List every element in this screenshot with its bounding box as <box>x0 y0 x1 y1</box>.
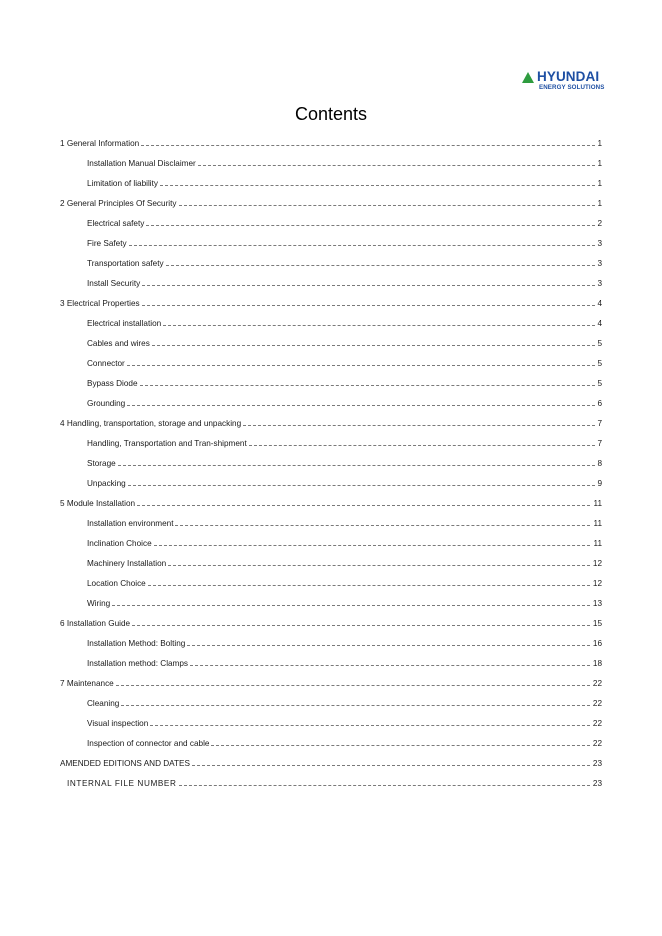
toc-entry-label: Wiring <box>87 599 111 608</box>
toc-entry-page-number: 22 <box>592 679 602 688</box>
toc-dot-leader <box>142 305 596 306</box>
toc-entry-label: Electrical safety <box>87 219 145 228</box>
toc-entry[interactable] <box>60 234 602 254</box>
logo-subtitle: ENERGY SOLUTIONS <box>539 84 605 91</box>
toc-entry[interactable] <box>60 394 602 414</box>
toc-entry[interactable] <box>60 534 602 554</box>
toc-entry-label: Grounding <box>87 399 126 408</box>
toc-dot-leader <box>150 725 590 726</box>
toc-entry-label: Installation Method: Bolting <box>87 639 186 648</box>
toc-dot-leader <box>175 525 590 526</box>
toc-entry-label: Install Security <box>87 279 141 288</box>
toc-entry[interactable] <box>60 714 602 734</box>
toc-entry-label: 2 General Principles Of Security <box>60 199 177 208</box>
toc-entry-page-number: 2 <box>597 219 602 228</box>
toc-entry[interactable] <box>60 554 602 574</box>
toc-entry-page-number: 4 <box>597 319 602 328</box>
toc-entry-page-number: 11 <box>593 539 602 548</box>
toc-entry-label: Handling, Transportation and Tran-shipment <box>87 439 247 448</box>
toc-entry-label: Installation Manual Disclaimer <box>87 159 196 168</box>
toc-entry-label: AMENDED EDITIONS AND DATES <box>60 759 190 768</box>
toc-entry-page-number: 9 <box>597 479 602 488</box>
toc-entry[interactable] <box>60 514 602 534</box>
toc-dot-leader <box>166 265 596 266</box>
hyundai-logo <box>522 70 612 94</box>
toc-entry[interactable] <box>60 274 602 294</box>
toc-entry-label: 1 General Information <box>60 139 140 148</box>
toc-entry[interactable] <box>60 174 602 194</box>
toc-entry-page-number: 22 <box>592 699 602 708</box>
toc-entry-label: Machinery Installation <box>87 559 167 568</box>
toc-entry-page-number: 12 <box>592 559 602 568</box>
toc-entry-page-number: 23 <box>592 759 602 768</box>
toc-entry-page-number: 1 <box>597 179 602 188</box>
toc-dot-leader <box>129 245 596 246</box>
toc-dot-leader <box>141 145 595 146</box>
toc-dot-leader <box>163 325 595 326</box>
toc-entry-page-number: 22 <box>592 739 602 748</box>
page-title: Contents <box>294 104 368 124</box>
toc-entry-label: Storage <box>87 459 116 468</box>
toc-entry[interactable] <box>60 314 602 334</box>
toc-entry[interactable] <box>60 374 602 394</box>
toc-dot-leader <box>168 565 590 566</box>
toc-entry-page-number: 7 <box>597 439 602 448</box>
toc-entry-page-number: 4 <box>597 299 602 308</box>
toc-entry-label: Transportation safety <box>87 259 164 268</box>
toc-entry-label: Inspection of connector and cable <box>87 739 210 748</box>
toc-entry[interactable] <box>60 774 602 794</box>
toc-entry-page-number: 1 <box>597 159 602 168</box>
toc-entry-page-number: 11 <box>593 519 602 528</box>
toc-entry[interactable] <box>60 574 602 594</box>
toc-entry-page-number: 1 <box>597 139 602 148</box>
toc-entry[interactable] <box>60 654 602 674</box>
toc-entry-label: Electrical installation <box>87 319 162 328</box>
toc-entry[interactable] <box>60 694 602 714</box>
toc-dot-leader <box>146 225 595 226</box>
toc-entry-page-number: 5 <box>597 359 602 368</box>
toc-entry-label: Installation method: Clamps <box>87 659 189 668</box>
toc-entry-label: 4 Handling, transportation, storage and unpacking <box>60 419 242 428</box>
toc-entry[interactable] <box>60 294 602 314</box>
toc-entry-page-number: 3 <box>597 279 602 288</box>
toc-dot-leader <box>160 185 595 186</box>
toc-entry-label: Connector <box>87 359 125 368</box>
toc-dot-leader <box>118 465 596 466</box>
toc-entry[interactable] <box>60 334 602 354</box>
toc-dot-leader <box>116 685 590 686</box>
toc-dot-leader <box>192 765 590 766</box>
toc-entry-page-number: 18 <box>592 659 602 668</box>
toc-entry[interactable] <box>60 674 602 694</box>
toc-dot-leader <box>142 285 595 286</box>
toc-dot-leader <box>127 405 595 406</box>
logo-triangle-icon <box>522 72 534 83</box>
toc-dot-leader <box>140 385 596 386</box>
toc-entry[interactable] <box>60 134 602 154</box>
toc-entry-page-number: 23 <box>592 779 602 788</box>
toc-dot-leader <box>198 165 596 166</box>
toc-entry[interactable] <box>60 754 602 774</box>
toc-dot-leader <box>152 345 596 346</box>
toc-dot-leader <box>127 365 596 366</box>
toc-entry-label: 3 Electrical Properties <box>60 299 140 308</box>
toc-entry-label: 6 Installation Guide <box>60 619 131 628</box>
toc-entry-label: Inclination Choice <box>87 539 152 548</box>
toc-entry[interactable] <box>60 474 602 494</box>
toc-dot-leader <box>121 705 590 706</box>
toc-entry-page-number: 1 <box>597 199 602 208</box>
toc-entry-page-number: 8 <box>597 459 602 468</box>
toc-entry[interactable] <box>60 414 602 434</box>
toc-entry-label: Installation environment <box>87 519 174 528</box>
toc-entry-label: 5 Module Installation <box>60 499 136 508</box>
toc-entry[interactable] <box>60 594 602 614</box>
toc-entry[interactable] <box>60 634 602 654</box>
toc-entry-label: Location Choice <box>87 579 146 588</box>
toc-dot-leader <box>148 585 590 586</box>
toc-entry[interactable] <box>60 194 602 214</box>
toc-dot-leader <box>137 505 590 506</box>
toc-entry[interactable] <box>60 214 602 234</box>
toc-entry[interactable] <box>60 354 602 374</box>
toc-entry-page-number: 15 <box>592 619 602 628</box>
toc-dot-leader <box>211 745 590 746</box>
toc-dot-leader <box>132 625 590 626</box>
toc-entry[interactable] <box>60 434 602 454</box>
toc-entry-page-number: 6 <box>597 399 602 408</box>
toc-dot-leader <box>112 605 590 606</box>
table-of-contents <box>60 134 602 794</box>
toc-dot-leader <box>179 785 590 786</box>
toc-entry-page-number: 11 <box>593 499 602 508</box>
toc-entry-label: Bypass Diode <box>87 379 138 388</box>
toc-entry-label: Unpacking <box>87 479 126 488</box>
toc-entry-page-number: 5 <box>597 379 602 388</box>
toc-entry-label: Cleaning <box>87 699 120 708</box>
toc-entry-label: 7 Maintenance <box>60 679 114 688</box>
toc-entry[interactable] <box>60 494 602 514</box>
toc-dot-leader <box>187 645 590 646</box>
toc-entry[interactable] <box>60 454 602 474</box>
toc-entry-page-number: 13 <box>592 599 602 608</box>
toc-entry[interactable] <box>60 154 602 174</box>
logo-brand: HYUNDAI <box>537 69 600 84</box>
toc-entry[interactable] <box>60 734 602 754</box>
toc-entry-label: Fire Safety <box>87 239 127 248</box>
toc-entry-page-number: 3 <box>597 239 602 248</box>
toc-entry[interactable] <box>60 614 602 634</box>
toc-entry-label: INTERNAL FILE NUMBER <box>67 779 177 788</box>
toc-entry-page-number: 12 <box>592 579 602 588</box>
toc-dot-leader <box>179 205 596 206</box>
toc-entry-page-number: 22 <box>592 719 602 728</box>
toc-entry-label: Visual inspection <box>87 719 149 728</box>
toc-entry-page-number: 3 <box>597 259 602 268</box>
toc-entry-page-number: 16 <box>592 639 602 648</box>
toc-dot-leader <box>243 425 595 426</box>
toc-dot-leader <box>154 545 590 546</box>
toc-dot-leader <box>249 445 596 446</box>
toc-entry-label: Limitation of liability <box>87 179 158 188</box>
toc-entry-page-number: 7 <box>597 419 602 428</box>
toc-entry-label: Cables and wires <box>87 339 150 348</box>
toc-entry-page-number: 5 <box>597 339 602 348</box>
toc-entry[interactable] <box>60 254 602 274</box>
toc-dot-leader <box>190 665 590 666</box>
toc-dot-leader <box>128 485 596 486</box>
